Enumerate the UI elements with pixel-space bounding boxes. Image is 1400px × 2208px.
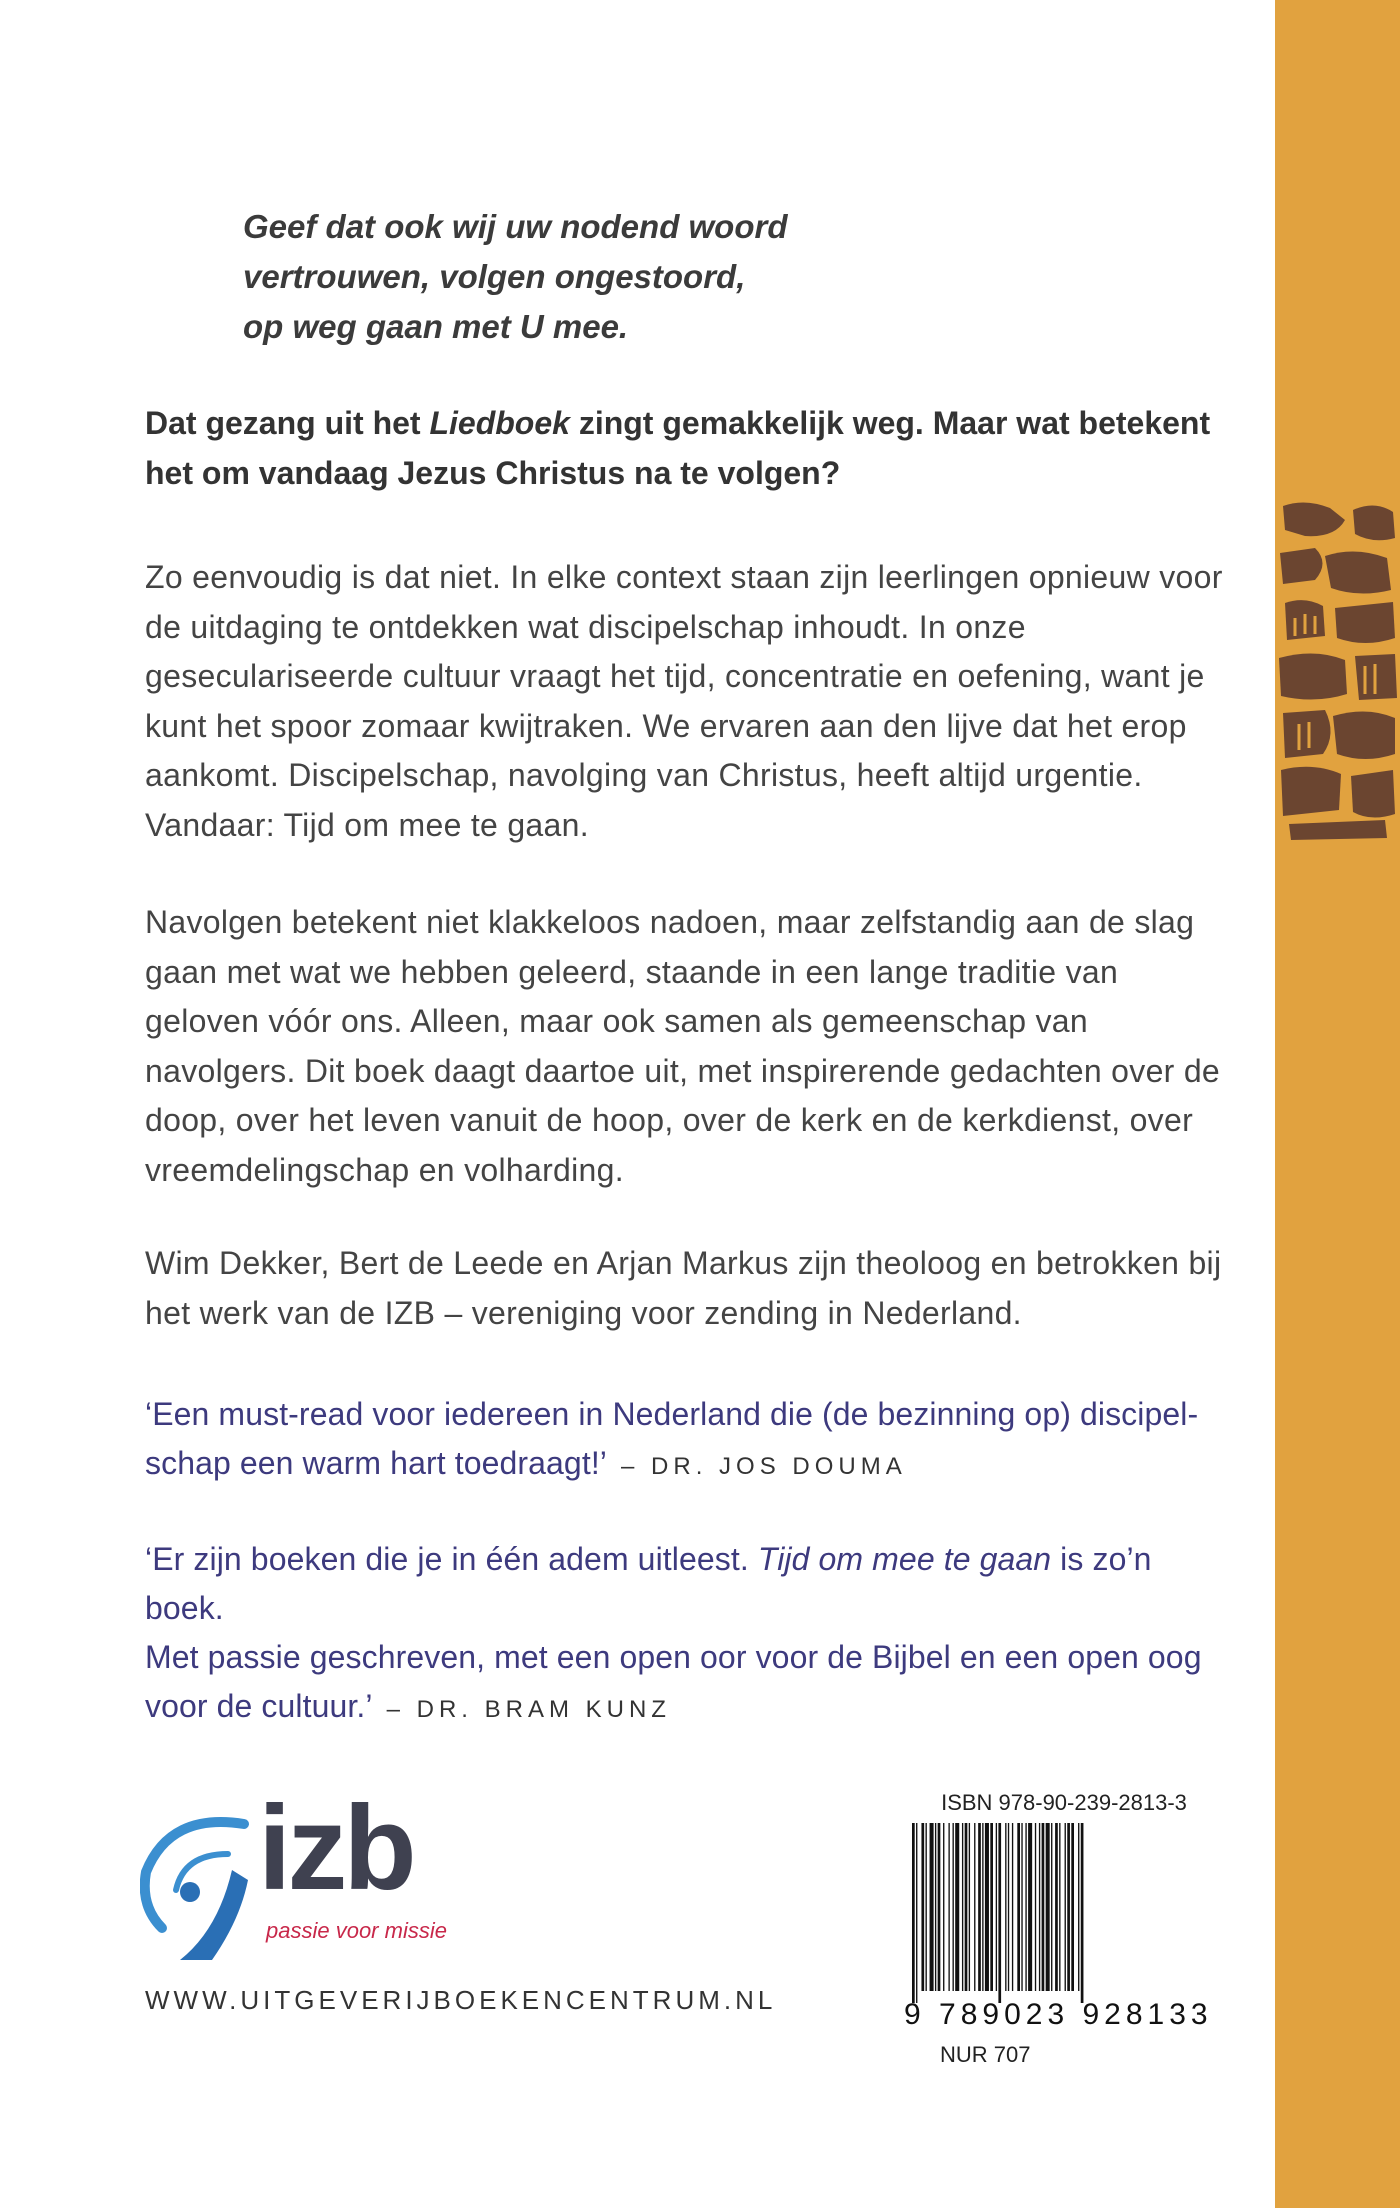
book-title-italic: Tijd om mee te gaan (757, 1541, 1052, 1577)
barcode-bar (1078, 1823, 1079, 1991)
hymn-verse (243, 202, 788, 352)
nur-code: NUR 707 (940, 2042, 1031, 2067)
barcode-bar (982, 1823, 983, 1991)
barcode-bar (1005, 1823, 1006, 1991)
barcode-bar (930, 1823, 934, 1991)
body-paragraph: Zo eenvoudig is dat niet. In elke context staan zijn leerlingen opnieuw voor de uitdaging te ontdekken wat discipelschap inhoudt. In onze geseculariseerde cultuur vraagt het tijd, concentratie en oefening, want je kunt het spoor zomaar kwijtraken. We ervaren aan den lijve dat het erop aankomt. Discipelschap, navolging van Christus, heeft altijd urgentie. Vandaar: Tijd om mee te gaan. (145, 559, 1223, 843)
decorative-relief-image (1275, 498, 1400, 840)
quote-attribution: – DR. JOS DOUMA (621, 1453, 907, 1480)
barcode-bar (962, 1823, 963, 1991)
publisher-url: WWW.UITGEVERIJBOEKENCENTRUM.NL (145, 1985, 777, 2015)
barcode-bar (998, 1823, 1001, 2003)
barcode-bar (938, 1823, 941, 1991)
barcode-bar (1059, 1823, 1060, 1991)
barcode-bar (912, 1823, 915, 2003)
quote-text: is zo’n boek. Met passie geschreven, met een open oor voor de Bijbel en een open oog voor de cultuur.’ (145, 1541, 1202, 1724)
izb-wordmark: izb (258, 1781, 413, 1915)
barcode-bar (1035, 1823, 1036, 1991)
barcode-bar (943, 1823, 944, 1991)
barcode-bar (1055, 1823, 1058, 1991)
book-title-liedboek: Liedboek (429, 405, 570, 441)
isbn-label: ISBN 978-90-239-2813-3 (941, 1790, 1187, 1815)
barcode-bar (969, 1823, 970, 1991)
review-quote (145, 1390, 1230, 1491)
barcode-bar (1017, 1823, 1020, 1991)
izb-tagline: passie voor missie (266, 1918, 447, 1943)
isbn-barcode (904, 1790, 1224, 2075)
barcode-bar (990, 1823, 993, 1991)
barcode-bar (1071, 1823, 1074, 1991)
barcode-bar (985, 1823, 989, 1991)
ean-number: 9 789023 928133 (904, 1998, 1213, 2031)
barcode-bar (1046, 1823, 1050, 1991)
spine-color-band (1275, 0, 1400, 2208)
izb-swirl-icon (140, 1810, 260, 1960)
intro-text: Dat gezang uit het (145, 405, 430, 441)
barcode-bar (996, 1823, 997, 1991)
barcode-bar (916, 1823, 917, 2003)
barcode-bar (974, 1823, 975, 1991)
barcode-bar (1008, 1823, 1009, 1991)
quote-text: ‘Een must-read voor iedereen in Nederland die (de bezinning op) discipel- schap een warm hart toedraagt!’ (145, 1396, 1199, 1481)
barcode-bar (921, 1823, 924, 1991)
barcode-bar (1065, 1823, 1066, 1991)
intro-text: zingt gemakkelijk weg. Maar wat betekent het om vandaag Jezus Christus na te volgen? (145, 405, 1211, 491)
intro-paragraph (145, 398, 1230, 498)
barcode-bar (1039, 1823, 1040, 1991)
barcode-bar (1028, 1823, 1032, 1991)
barcode-bar (935, 1823, 936, 1991)
izb-logo (140, 1781, 447, 1960)
barcode-bar (926, 1823, 927, 1991)
barcode-bar (1012, 1823, 1013, 1991)
quote-attribution: – DR. BRAM KUNZ (386, 1696, 671, 1723)
barcode-bar (1021, 1823, 1022, 1991)
barcode-bar (955, 1823, 959, 1991)
barcode-bar (948, 1823, 949, 1991)
barcode-bar (1081, 1823, 1084, 2003)
author-paragraph: Wim Dekker, Bert de Leede en Arjan Markus zijn theoloog en betrokken bij het werk van de IZB – vereniging voor zending in Nederland. (145, 1245, 1222, 1331)
verse-line: vertrouwen, volgen ongestoord, (243, 258, 746, 295)
barcode-bar (978, 1823, 981, 1991)
barcode-bar (1025, 1823, 1026, 1991)
barcode-bar (1042, 1823, 1045, 1991)
barcode-bar (965, 1823, 968, 1991)
barcode-bar (1067, 1823, 1070, 1991)
verse-line: Geef dat ook wij uw nodend woord (243, 208, 788, 245)
barcode-bar (953, 1823, 954, 1991)
body-paragraph: Navolgen betekent niet klakkeloos nadoen, maar zelfstandig aan de slag gaan met wat we hebben geleerd, staande in een lange traditie van geloven vóór ons. Alleen, maar ook samen als gemeenschap van navolgers. Dit boek daagt daartoe uit, met inspirerende gedachten over de doop, over het leven vanuit de hoop, over de kerk en de kerkdienst, over vreemdelingschap en volharding. (145, 904, 1221, 1188)
review-quote (145, 1535, 1230, 1734)
verse-line: op weg gaan met U mee. (243, 308, 629, 345)
barcode-bars (904, 1823, 1204, 2003)
barcode-bar (1051, 1823, 1052, 1991)
quote-text: ‘Er zijn boeken die je in één adem uitleest. (145, 1541, 758, 1577)
